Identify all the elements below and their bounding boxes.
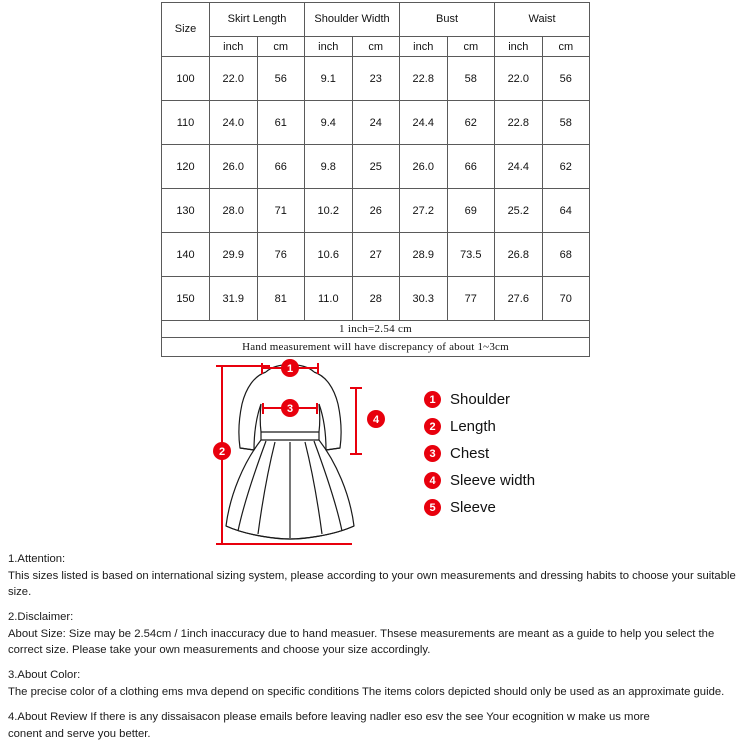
cell-value: 56: [257, 57, 305, 101]
column-header-shoulder-width: Shoulder Width: [305, 3, 400, 37]
measurement-guides: [216, 363, 362, 544]
cell-value: 27.2: [400, 189, 448, 233]
cell-value: 28.0: [210, 189, 258, 233]
cell-value: 64: [542, 189, 590, 233]
cell-value: 28: [352, 277, 400, 321]
cell-value: 69: [447, 189, 495, 233]
cell-size: 150: [162, 277, 210, 321]
cell-value: 71: [257, 189, 305, 233]
cell-value: 77: [447, 277, 495, 321]
note-heading-about-color: 3.About Color:: [8, 669, 81, 682]
column-header-bust: Bust: [400, 3, 495, 37]
cell-value: 22.8: [400, 57, 448, 101]
svg-text:4: 4: [372, 414, 380, 426]
cell-value: 11.0: [305, 277, 353, 321]
cell-value: 56: [542, 57, 590, 101]
cell-value: 24.0: [210, 101, 258, 145]
cell-value: 9.8: [305, 145, 353, 189]
unit-cell: cm: [447, 37, 495, 57]
cell-value: 81: [257, 277, 305, 321]
unit-cell: inch: [305, 37, 353, 57]
cell-value: 73.5: [447, 233, 495, 277]
table-row: [162, 57, 590, 101]
table-unit-row: [162, 37, 590, 57]
legend-item-chest: [424, 440, 624, 467]
legend-item-length: [424, 413, 624, 440]
cell-value: 62: [542, 145, 590, 189]
cell-value: 66: [447, 145, 495, 189]
note-body-about-review: conent and serve you better.: [8, 728, 151, 741]
cell-value: 27: [352, 233, 400, 277]
svg-text:1: 1: [286, 363, 294, 375]
cell-value: 25: [352, 145, 400, 189]
cell-value: 28.9: [400, 233, 448, 277]
table-row: [162, 233, 590, 277]
size-table: [161, 2, 590, 357]
legend-item-sleeve: [424, 494, 624, 521]
note-body-about-color: The precise color of a clothing ems mva depend on specific conditions The items colors depicted should only be used as an approximate guide.: [8, 686, 725, 699]
table-row: [162, 277, 590, 321]
measurement-legend: [424, 386, 624, 521]
cell-value: 26.0: [210, 145, 258, 189]
note-body-attention: This sizes listed is based on international sizing system, please according to your own measurements and dressing habits to choose your suitable size.: [8, 570, 736, 599]
cell-value: 70: [542, 277, 590, 321]
svg-text:2: 2: [218, 446, 226, 458]
cell-value: 24.4: [400, 101, 448, 145]
cell-value: 22.0: [210, 57, 258, 101]
table-row: [162, 189, 590, 233]
cell-value: 24.4: [495, 145, 543, 189]
column-header-size: Size: [162, 3, 210, 57]
cell-value: 9.4: [305, 101, 353, 145]
cell-value: 61: [257, 101, 305, 145]
cell-value: 25.2: [495, 189, 543, 233]
legend-label: Chest: [450, 445, 490, 462]
legend-item-sleeve-width: [424, 467, 624, 494]
table-footnote-measurement-row: [162, 338, 590, 357]
table-header-row: [162, 3, 590, 37]
cell-size: 130: [162, 189, 210, 233]
unit-cell: cm: [542, 37, 590, 57]
cell-value: 31.9: [210, 277, 258, 321]
cell-size: 120: [162, 145, 210, 189]
note-heading-about-review: 4.About Review If there is any dissaisacon please emails before leaving nadler eso esv the see Your ecognition w make us more: [8, 711, 650, 724]
dress-outline-icon: [226, 365, 354, 540]
unit-cell: cm: [352, 37, 400, 57]
cell-value: 68: [542, 233, 590, 277]
column-header-skirt-length: Skirt Length: [210, 3, 305, 37]
unit-cell: inch: [495, 37, 543, 57]
table-footnote-conversion-row: [162, 321, 590, 338]
cell-value: 76: [257, 233, 305, 277]
legend-label: Length: [450, 418, 496, 435]
note-body-disclaimer: About Size: Size may be 2.54cm / 1inch inaccuracy due to hand measuer. Thsese measurements are meant as a guide to help you select the correct size. Please take your own measurements and choose your size accordingly.: [8, 628, 715, 657]
diagram-marker-2: [213, 442, 231, 460]
legend-bullet-3-icon: 3: [424, 445, 441, 462]
cell-value: 26: [352, 189, 400, 233]
legend-bullet-5-icon: 5: [424, 499, 441, 516]
legend-item-shoulder: [424, 386, 624, 413]
cell-value: 62: [447, 101, 495, 145]
svg-text:3: 3: [286, 403, 294, 415]
unit-cell: inch: [400, 37, 448, 57]
cell-size: 140: [162, 233, 210, 277]
cell-value: 66: [257, 145, 305, 189]
diagram-marker-1: [281, 359, 299, 377]
cell-value: 29.9: [210, 233, 258, 277]
diagram-marker-4: [367, 410, 385, 428]
legend-label: Shoulder: [450, 391, 511, 408]
unit-cell: cm: [257, 37, 305, 57]
footnote-measurement: Hand measurement will have discrepancy of about 1~3cm: [162, 338, 590, 357]
cell-value: 10.6: [305, 233, 353, 277]
cell-value: 27.6: [495, 277, 543, 321]
cell-value: 9.1: [305, 57, 353, 101]
size-table-container: [161, 2, 589, 357]
legend-bullet-2-icon: 2: [424, 418, 441, 435]
table-row: [162, 101, 590, 145]
note-heading-attention: 1.Attention:: [8, 553, 66, 565]
cell-value: 26.8: [495, 233, 543, 277]
cell-value: 22.8: [495, 101, 543, 145]
legend-label: Sleeve width: [450, 472, 536, 489]
legend-bullet-4-icon: 4: [424, 472, 441, 489]
footnote-conversion: 1 inch=2.54 cm: [162, 321, 590, 338]
cell-value: 10.2: [305, 189, 353, 233]
cell-value: 22.0: [495, 57, 543, 101]
cell-value: 26.0: [400, 145, 448, 189]
notes-section: [8, 551, 744, 750]
cell-value: 58: [447, 57, 495, 101]
legend-bullet-1-icon: 1: [424, 391, 441, 408]
cell-value: 30.3: [400, 277, 448, 321]
legend-label: Sleeve: [450, 499, 496, 516]
table-row: [162, 145, 590, 189]
cell-size: 110: [162, 101, 210, 145]
unit-cell: inch: [210, 37, 258, 57]
cell-value: 24: [352, 101, 400, 145]
cell-value: 23: [352, 57, 400, 101]
cell-value: 58: [542, 101, 590, 145]
cell-size: 100: [162, 57, 210, 101]
column-header-waist: Waist: [495, 3, 590, 37]
diagram-marker-3: [281, 399, 299, 417]
note-heading-disclaimer: 2.Disclaimer:: [8, 611, 74, 624]
